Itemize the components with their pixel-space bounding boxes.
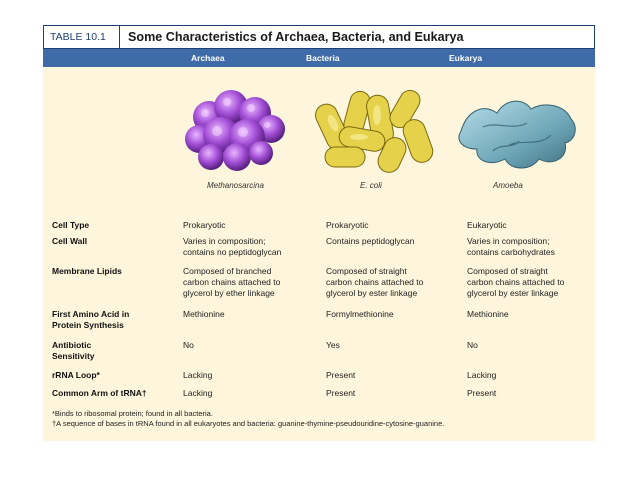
cell-archaea-cell-wall: Varies in composition; contains no peptidoglycan [183, 236, 282, 257]
cell-archaea-cell-type: Prokaryotic [183, 220, 226, 230]
column-header-archaea: Archaea [191, 53, 225, 63]
cell-archaea-common-arm-trna: Lacking [183, 388, 213, 398]
cell-bacteria-membrane-lipids: Composed of straight carbon chains attached to glycerol by ester linkage [326, 266, 424, 298]
cell-eukarya-rrna-loop: Lacking [467, 370, 497, 380]
cell-eukarya-common-arm-trna: Present [467, 388, 497, 398]
caption-e-coli: E. coli [360, 181, 382, 190]
caption-amoeba: Amoeba [493, 181, 523, 190]
cell-bacteria-common-arm-trna: Present [326, 388, 356, 398]
footnote-trna-arm: †A sequence of bases in tRNA found in all eukaryotes and bacteria: guanine-thymine-pseudouridine-cytosine-guanine. [52, 419, 445, 428]
row-label-antibiotic-sensitivity: Antibiotic Sensitivity [52, 340, 95, 361]
column-header-bacteria: Bacteria [306, 53, 340, 63]
footnote-rrna-loop: *Binds to ribosomal protein; found in all bacteria. [52, 409, 213, 418]
row-label-rrna-loop: rRNA Loop* [52, 370, 100, 380]
cell-bacteria-antibiotic-sensitivity: Yes [326, 340, 340, 350]
row-label-membrane-lipids: Membrane Lipids [52, 266, 122, 276]
caption-methanosarcina: Methanosarcina [207, 181, 264, 190]
row-label-cell-type: Cell Type [52, 220, 90, 230]
cell-archaea-first-amino-acid: Methionine [183, 309, 225, 319]
cell-archaea-membrane-lipids: Composed of branched carbon chains attached to glycerol by ether linkage [183, 266, 281, 298]
cell-bacteria-cell-wall: Contains peptidoglycan [326, 236, 415, 246]
cell-eukarya-cell-type: Eukaryotic [467, 220, 507, 230]
row-label-first-amino-acid: First Amino Acid in Protein Synthesis [52, 309, 130, 330]
cell-archaea-antibiotic-sensitivity: No [183, 340, 194, 350]
cell-eukarya-first-amino-acid: Methionine [467, 309, 509, 319]
amoeba-image [453, 91, 583, 175]
characteristics-table [43, 25, 595, 441]
column-header-eukarya: Eukarya [449, 53, 483, 63]
cell-bacteria-cell-type: Prokaryotic [326, 220, 369, 230]
methanosarcina-image [181, 87, 291, 175]
cell-archaea-rrna-loop: Lacking [183, 370, 213, 380]
cell-bacteria-first-amino-acid: Formylmethionine [326, 309, 394, 319]
table-title-bar [43, 25, 595, 49]
column-header-band [43, 49, 595, 67]
cell-eukarya-membrane-lipids: Composed of straight carbon chains attached to glycerol by ester linkage [467, 266, 565, 298]
cell-bacteria-rrna-loop: Present [326, 370, 356, 380]
e-coli-image [311, 85, 441, 177]
table-title: Some Characteristics of Archaea, Bacteria, and Eukarya [128, 30, 464, 44]
cell-eukarya-antibiotic-sensitivity: No [467, 340, 478, 350]
table-number: TABLE 10.1 [44, 26, 120, 48]
row-label-common-arm-trna: Common Arm of tRNA† [52, 388, 147, 398]
cell-eukarya-cell-wall: Varies in composition; contains carbohydrates [467, 236, 555, 257]
row-label-cell-wall: Cell Wall [52, 236, 88, 246]
